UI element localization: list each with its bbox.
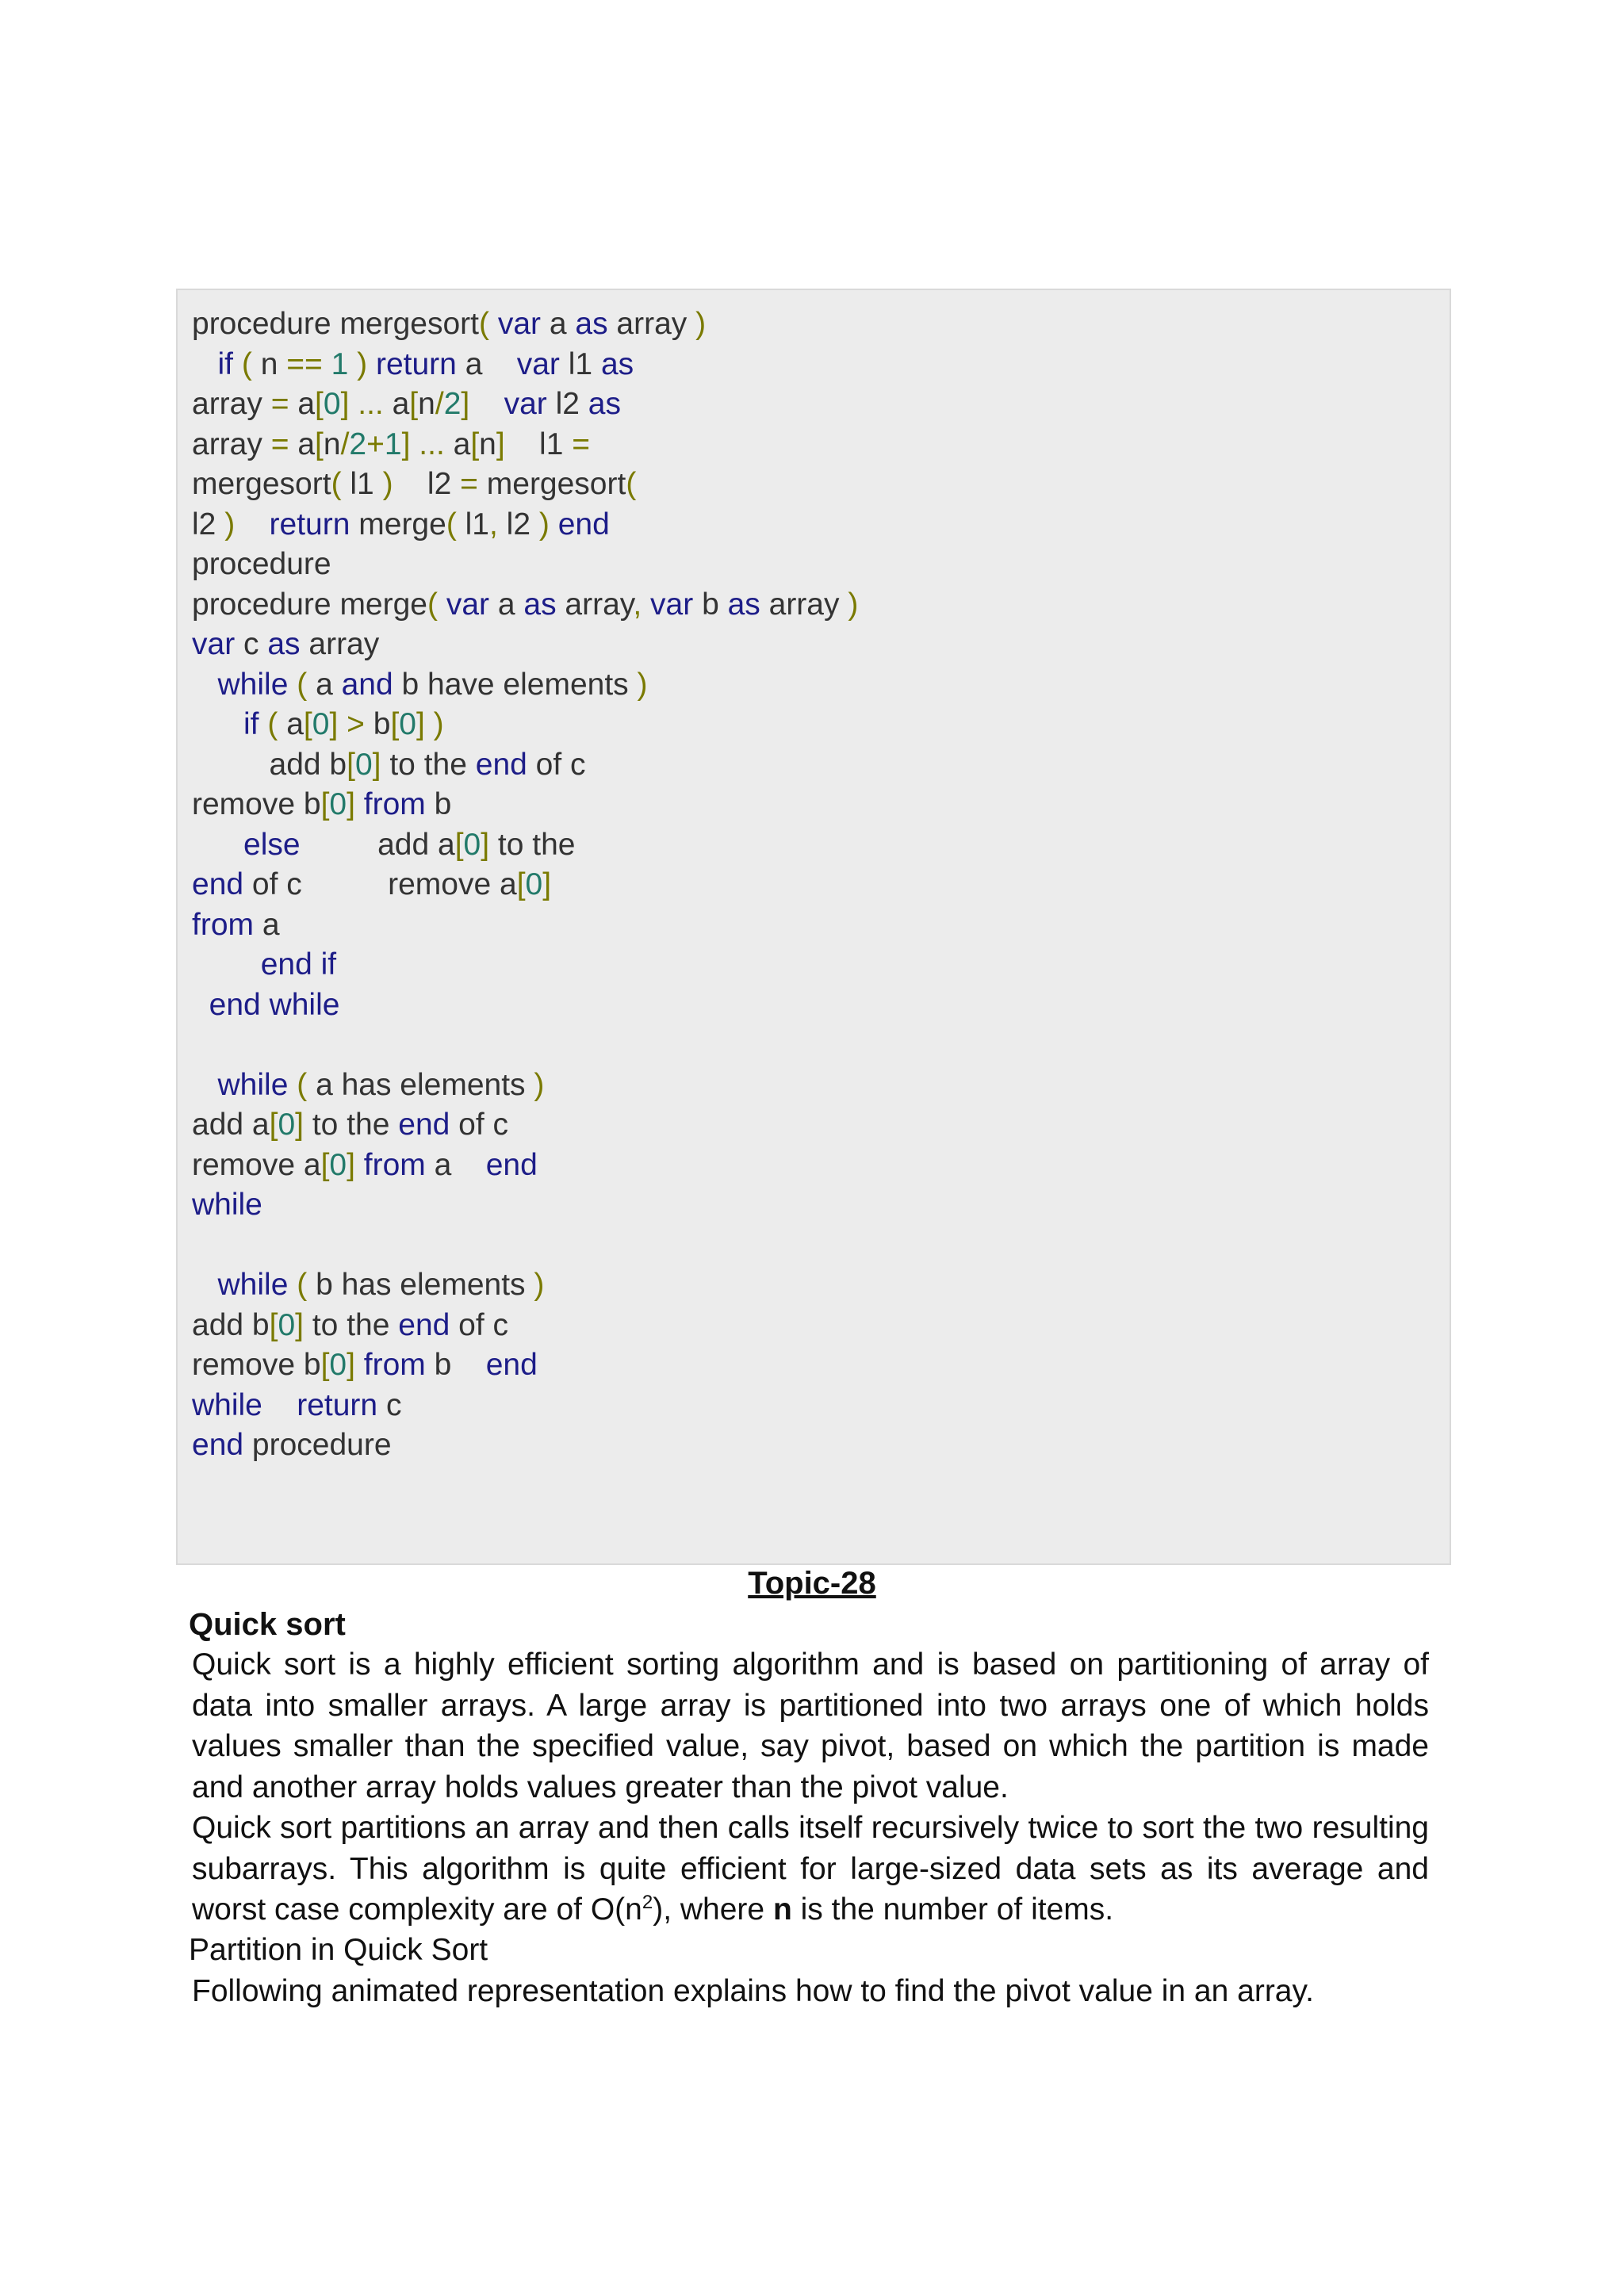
code-token: /	[340, 427, 350, 461]
code-token: end	[485, 1348, 538, 1382]
code-token: [	[303, 707, 312, 741]
code-token: ] ...	[340, 387, 393, 421]
code-token: ]	[461, 387, 504, 421]
code-token: )	[357, 346, 376, 381]
code-token: [	[390, 707, 400, 741]
code-token: 2	[443, 387, 462, 421]
code-line	[192, 625, 379, 664]
code-line	[192, 1105, 508, 1145]
code-token: [	[315, 387, 324, 421]
code-token: )	[538, 507, 558, 541]
code-token: l2	[393, 467, 461, 501]
code-line	[192, 1066, 544, 1105]
code-line	[192, 425, 590, 465]
code-token: (	[297, 1268, 316, 1302]
code-token: (	[241, 346, 261, 381]
code-token: to the	[304, 1307, 399, 1342]
code-token: else	[243, 827, 301, 862]
code-token: 0	[329, 1147, 347, 1182]
complexity-text-end: is the number of items.	[791, 1892, 1114, 1927]
code-token: end	[192, 1428, 252, 1462]
code-token: ]	[295, 1307, 304, 1342]
code-token: return	[297, 1387, 386, 1422]
code-token: [	[454, 827, 464, 862]
code-token: mergesort	[486, 467, 626, 501]
code-token	[192, 668, 218, 702]
code-token: +	[366, 427, 385, 461]
code-token: b	[434, 787, 452, 821]
code-token: as	[727, 587, 769, 622]
code-token: ] >	[329, 707, 373, 741]
code-token: to the	[381, 747, 476, 782]
code-token: array	[192, 427, 271, 461]
code-token: as	[267, 627, 309, 661]
code-line	[192, 1146, 538, 1185]
code-token: while	[217, 1067, 297, 1102]
code-token	[262, 1388, 297, 1422]
code-token: a	[497, 587, 524, 622]
code-token: [	[470, 427, 480, 461]
code-token: remove b	[192, 1348, 321, 1382]
exponent: 2	[642, 1892, 653, 1913]
topic-title: Topic-28	[748, 1566, 876, 1601]
code-token: [	[269, 1307, 278, 1342]
code-token: ] )	[416, 707, 444, 741]
code-token: while	[192, 1188, 262, 1222]
code-token	[192, 707, 243, 741]
code-token: ,	[633, 587, 651, 622]
section-heading: Quick sort	[189, 1607, 346, 1642]
code-token: as	[523, 587, 565, 622]
code-token: l1	[350, 467, 383, 501]
code-line	[192, 665, 648, 705]
code-token: add a	[192, 1108, 270, 1142]
code-token: =	[270, 387, 298, 421]
code-line	[192, 1386, 401, 1425]
code-token: 0	[312, 707, 330, 741]
code-line	[192, 304, 706, 344]
code-line	[192, 585, 858, 625]
code-token: ]	[372, 747, 381, 782]
code-token: mergesort	[192, 467, 331, 501]
code-token: (	[297, 667, 316, 702]
code-token: procedure merge	[192, 587, 427, 622]
code-line	[192, 945, 336, 985]
code-token: (	[446, 507, 465, 541]
code-token: add b	[192, 1307, 270, 1342]
code-line	[192, 1425, 392, 1465]
code-token: and	[341, 667, 402, 702]
code-token: )	[637, 667, 648, 702]
code-token: [	[315, 427, 324, 461]
code-token: [	[516, 867, 526, 901]
code-token: b have elements	[401, 667, 638, 702]
code-line	[192, 705, 444, 744]
code-token: while	[192, 1387, 262, 1422]
code-token: b	[434, 1348, 486, 1382]
code-token: a	[262, 907, 280, 942]
code-token: end if	[260, 947, 337, 982]
code-token	[192, 347, 218, 381]
code-token: end	[557, 507, 610, 541]
code-token: 0	[278, 1307, 296, 1342]
code-token: c	[243, 627, 268, 661]
code-token: add b	[192, 747, 347, 782]
code-token: of c	[535, 747, 586, 782]
code-token: to the	[489, 827, 576, 862]
code-token: [	[409, 387, 419, 421]
code-token: ]	[542, 867, 552, 901]
code-token: 0	[329, 1348, 347, 1382]
code-token: )	[695, 307, 707, 341]
code-token: procedure	[192, 547, 331, 581]
code-token: [	[320, 787, 330, 821]
code-token: n	[260, 346, 287, 381]
code-token: from	[363, 787, 435, 821]
code-token: var	[504, 387, 556, 421]
code-token: 0	[278, 1108, 296, 1142]
code-line	[192, 1306, 508, 1345]
code-line	[192, 745, 586, 785]
code-token	[192, 1068, 218, 1102]
code-token	[192, 1268, 218, 1302]
code-token: as	[600, 346, 634, 381]
code-token: =	[572, 427, 591, 461]
code-token: a	[549, 307, 576, 341]
code-token: end	[475, 747, 536, 782]
code-token: l1	[568, 346, 601, 381]
code-token: var	[497, 307, 550, 341]
code-token: var	[650, 587, 703, 622]
code-token: as	[588, 387, 621, 421]
code-token: ]	[481, 827, 490, 862]
code-line	[192, 1265, 544, 1305]
code-token: procedure mergesort	[192, 307, 480, 341]
code-token: ,	[489, 507, 507, 541]
code-token: var	[516, 346, 569, 381]
code-token: b has elements	[316, 1268, 534, 1302]
code-token: end	[485, 1147, 538, 1182]
code-token: array	[768, 587, 848, 622]
code-token: while	[217, 1268, 297, 1302]
code-token: b	[702, 587, 728, 622]
code-token: a	[297, 387, 316, 421]
code-token: b	[373, 707, 391, 741]
code-token: c	[385, 1387, 402, 1422]
code-token: if	[243, 707, 268, 741]
code-token: a	[392, 387, 410, 421]
code-line	[192, 545, 331, 584]
code-token: [	[320, 1348, 330, 1382]
code-token	[192, 947, 261, 982]
code-token: (	[297, 1067, 316, 1102]
code-token: ]	[347, 1348, 364, 1382]
code-line	[192, 905, 280, 945]
code-line	[192, 505, 610, 545]
paragraph-complexity	[192, 1808, 1429, 1931]
code-line	[192, 865, 551, 905]
code-token: of c remove a	[251, 867, 517, 901]
code-line	[192, 825, 576, 865]
code-token: [	[269, 1108, 278, 1142]
code-token: return	[375, 346, 465, 381]
paragraph-partition: Following animated representation explains how to find the pivot value in an array.	[192, 1974, 1314, 2008]
code-token: a	[286, 707, 304, 741]
code-token: 0	[463, 827, 481, 862]
code-token: /	[435, 387, 444, 421]
code-line	[192, 345, 634, 385]
code-token: l2	[555, 387, 588, 421]
code-token: )	[382, 467, 393, 501]
code-token: array	[308, 627, 380, 661]
bold-n: n	[772, 1892, 792, 1927]
code-token: 0	[329, 787, 347, 821]
code-token: [	[347, 747, 355, 782]
code-token: a	[316, 667, 342, 702]
code-line	[192, 1185, 262, 1225]
code-token: if	[217, 346, 242, 381]
code-line	[192, 785, 451, 825]
code-token: 0	[323, 387, 341, 421]
code-line	[192, 1345, 538, 1385]
code-token: l2	[506, 507, 539, 541]
code-token: remove b	[192, 787, 321, 821]
code-token: from	[363, 1147, 435, 1182]
code-token: )	[848, 587, 859, 622]
code-token: ]	[496, 427, 505, 461]
code-token	[192, 828, 243, 862]
code-token: a has elements	[316, 1067, 534, 1102]
code-token: )	[534, 1067, 545, 1102]
code-token: return	[269, 507, 359, 541]
code-token: of c	[458, 1307, 509, 1342]
code-token: of c	[458, 1108, 509, 1142]
code-line	[192, 985, 339, 1025]
partition-heading: Partition in Quick Sort	[189, 1933, 488, 1967]
code-token: as	[575, 307, 617, 341]
code-token: a	[453, 427, 471, 461]
code-token: n	[323, 427, 341, 461]
code-line	[192, 385, 621, 424]
code-token: 1	[384, 427, 402, 461]
code-token: var	[192, 627, 244, 661]
code-token: (	[479, 307, 498, 341]
code-token: ] ...	[401, 427, 454, 461]
code-token: 0	[399, 707, 416, 741]
code-token: add a	[300, 827, 455, 862]
code-token: =	[270, 427, 298, 461]
code-token: )	[534, 1268, 545, 1302]
paragraph-intro: Quick sort is a highly efficient sorting algorithm and is based on partitioning of array of data into smaller arrays. A large array is partitioned into two arrays one of which holds values smaller than the specified value, say pivot, based on which the partition is made and another array holds values greater than the pivot value.	[192, 1647, 1429, 1804]
code-token: ]	[347, 787, 364, 821]
code-token: (	[626, 467, 637, 501]
code-token: array	[565, 587, 634, 622]
code-token: )	[224, 507, 236, 541]
code-token: a	[465, 346, 517, 381]
code-token: from	[363, 1348, 435, 1382]
code-token: n	[418, 387, 435, 421]
code-token: 0	[525, 867, 543, 901]
code-token: n	[479, 427, 496, 461]
code-token: procedure	[251, 1428, 392, 1462]
code-token: (	[267, 707, 287, 741]
complexity-text-mid: ), where	[653, 1892, 773, 1927]
code-token: 2	[349, 427, 367, 461]
code-token: ==	[286, 346, 331, 381]
code-token: 0	[354, 747, 373, 782]
code-token: array	[616, 307, 696, 341]
code-token: merge	[358, 507, 446, 541]
complexity-text-start: Quick sort partitions an array and then calls itself recursively twice to sort the two resulting subarrays. This algorithm is quite efficient for large-sized data sets as its average and worst case complexity are of O(n	[192, 1811, 1429, 1927]
code-token: end	[398, 1108, 459, 1142]
code-token: end while	[209, 987, 340, 1022]
code-token: ]	[347, 1147, 364, 1182]
code-token: a	[434, 1147, 486, 1182]
code-token: (	[427, 587, 446, 622]
code-token: from	[192, 907, 262, 942]
code-token: l2	[192, 507, 225, 541]
code-token: =	[460, 467, 487, 501]
code-token: ]	[295, 1108, 304, 1142]
code-token: to the	[304, 1108, 399, 1142]
code-token: while	[217, 667, 297, 702]
code-token: (	[331, 467, 350, 501]
code-token: l1	[465, 507, 489, 541]
code-token	[235, 507, 269, 541]
code-token: [	[320, 1147, 330, 1182]
code-token: l1	[504, 427, 573, 461]
code-token: end	[192, 867, 252, 901]
code-token: a	[297, 427, 316, 461]
code-token: 1	[331, 346, 358, 381]
code-token: remove a	[192, 1147, 321, 1182]
code-token: var	[446, 587, 498, 622]
code-token: array	[192, 387, 271, 421]
code-token	[192, 988, 209, 1022]
code-token: end	[398, 1307, 459, 1342]
code-line	[192, 465, 636, 504]
